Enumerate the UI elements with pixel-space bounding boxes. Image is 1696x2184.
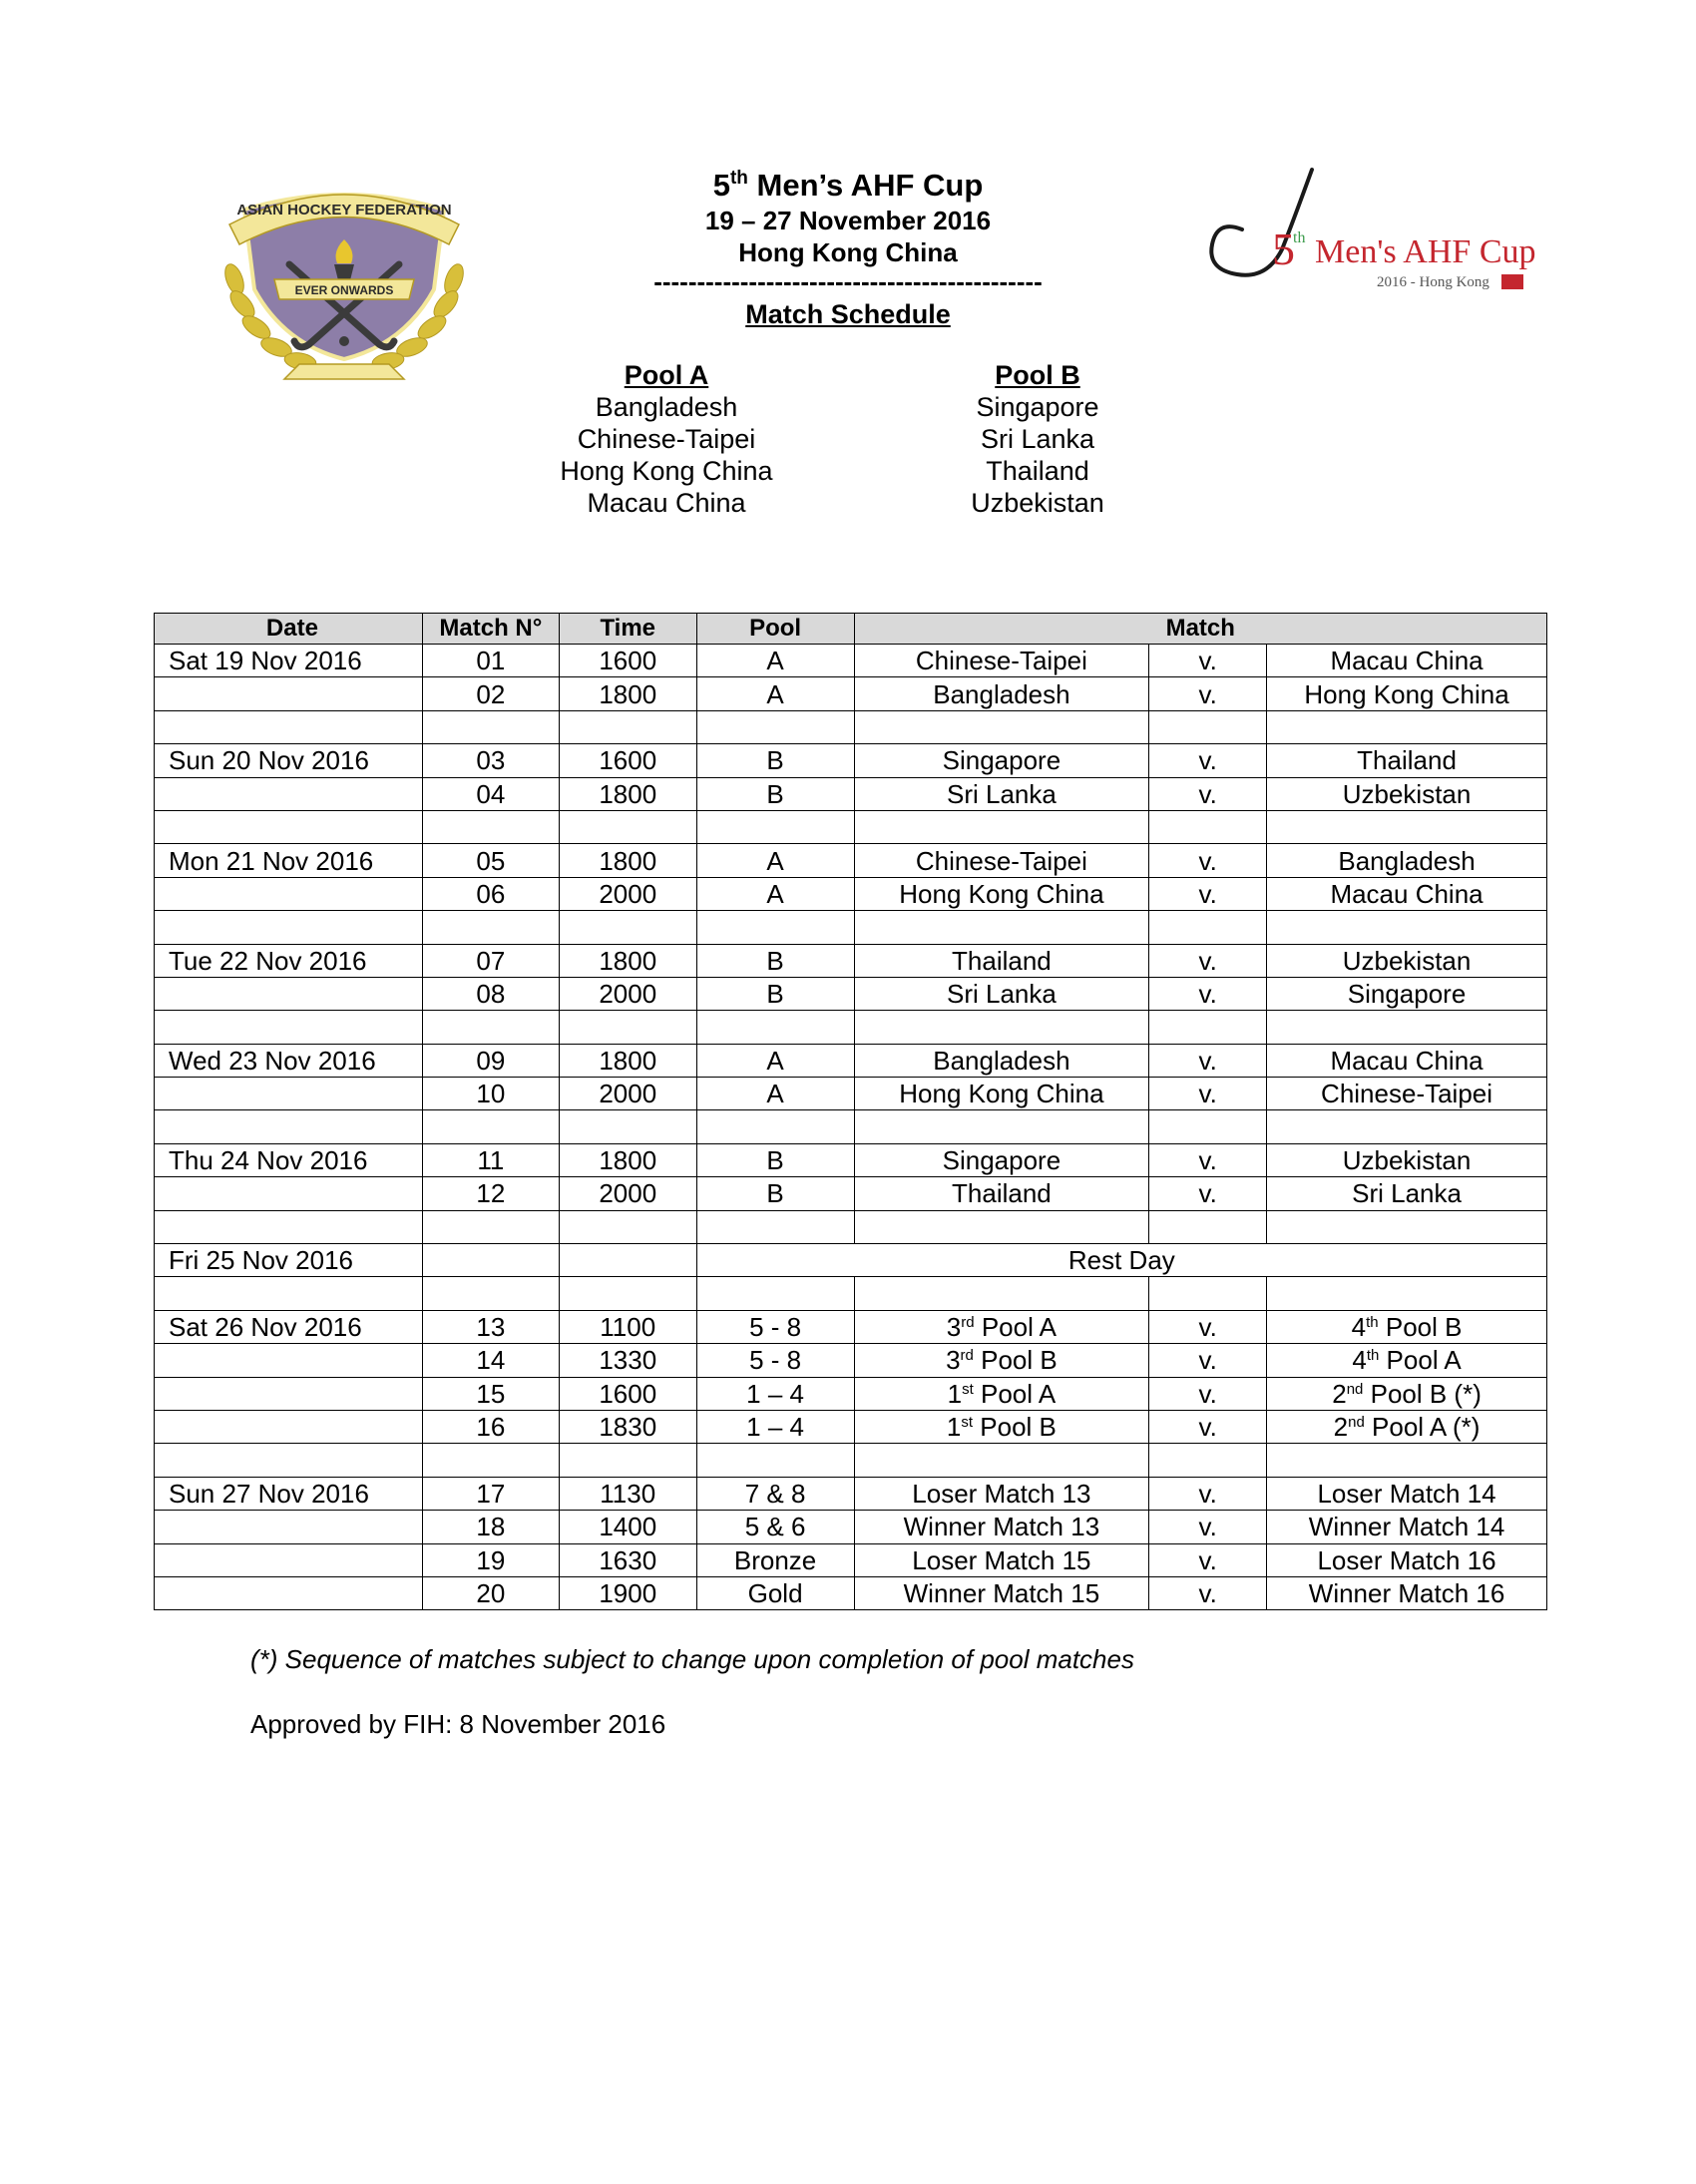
versus-cell: v.: [1149, 844, 1267, 877]
away-team-cell: Loser Match 16: [1267, 1543, 1547, 1576]
match-no-cell: 16: [422, 1410, 559, 1443]
match-no-cell: 20: [422, 1576, 559, 1609]
empty-cell: [559, 911, 696, 944]
header-match-no: Match N°: [422, 614, 559, 645]
pool-cell: A: [696, 645, 854, 677]
home-team-cell: Loser Match 15: [854, 1543, 1149, 1576]
pool-cell: 5 - 8: [696, 1310, 854, 1343]
match-no-cell: 08: [422, 977, 559, 1010]
placing-text: Pool A: [973, 1378, 1057, 1409]
ordinal-suffix: nd: [1348, 1414, 1365, 1432]
table-row: [155, 944, 1547, 977]
placing-number: 3: [946, 1312, 962, 1342]
away-team-cell: Thailand: [1267, 744, 1547, 777]
empty-cell: [854, 911, 1149, 944]
pool-cell: B: [696, 744, 854, 777]
pool-cell: A: [696, 677, 854, 710]
table-row: [155, 1310, 1547, 1343]
pool-b-team: Thailand: [986, 456, 1089, 486]
versus-cell: v.: [1149, 744, 1267, 777]
ordinal-suffix: th: [1366, 1314, 1379, 1331]
pool-cell: Bronze: [696, 1543, 854, 1576]
match-no-cell: 09: [422, 1044, 559, 1077]
versus-cell: v.: [1149, 645, 1267, 677]
home-team-cell: [854, 1344, 1149, 1377]
empty-cell: [1267, 1277, 1547, 1310]
versus-cell: v.: [1149, 1576, 1267, 1609]
table-row: [155, 1078, 1547, 1110]
time-cell: 1800: [559, 777, 696, 810]
table-row: [155, 677, 1547, 710]
versus-cell: v.: [1149, 677, 1267, 710]
time-cell: 1600: [559, 645, 696, 677]
home-team-cell: Chinese-Taipei: [854, 844, 1149, 877]
table-row: [155, 1044, 1547, 1077]
spacer-row: [155, 911, 1547, 944]
time-cell: 1630: [559, 1543, 696, 1576]
versus-cell: v.: [1149, 1177, 1267, 1210]
pool-a-team: Chinese-Taipei: [577, 424, 756, 454]
empty-cell: [854, 810, 1149, 843]
empty-cell: [559, 1444, 696, 1477]
empty-cell: [1267, 710, 1547, 743]
empty-cell: [1149, 1444, 1267, 1477]
empty-cell: [559, 810, 696, 843]
empty-cell: [1149, 911, 1267, 944]
mens-ahf-cup-logo: [1197, 165, 1536, 304]
time-cell: 2000: [559, 877, 696, 910]
empty-cell: [1267, 1011, 1547, 1044]
empty-cell: [155, 1110, 423, 1143]
match-no-cell: 17: [422, 1477, 559, 1510]
header-pool: Pool: [696, 614, 854, 645]
empty-cell: [696, 1210, 854, 1243]
match-no-cell: 02: [422, 677, 559, 710]
pool-cell: A: [696, 1078, 854, 1110]
versus-cell: v.: [1149, 1078, 1267, 1110]
match-schedule-table: [154, 613, 1547, 1610]
date-cell: [155, 877, 423, 910]
pool-a-team: Bangladesh: [595, 392, 738, 422]
empty-cell: [559, 1110, 696, 1143]
time-cell: 1800: [559, 944, 696, 977]
pool-cell: 5 - 8: [696, 1344, 854, 1377]
empty-cell: [854, 1011, 1149, 1044]
away-team-cell: Singapore: [1267, 977, 1547, 1010]
away-team-cell: Bangladesh: [1267, 844, 1547, 877]
pool-b-team: Singapore: [976, 392, 1099, 422]
placing-number: 3: [946, 1345, 961, 1376]
match-no-cell: 01: [422, 645, 559, 677]
home-team-cell: Bangladesh: [854, 1044, 1149, 1077]
pool-b-team: Sri Lanka: [980, 424, 1095, 454]
empty-cell: [1149, 1210, 1267, 1243]
pool-cell: A: [696, 877, 854, 910]
empty-cell: [155, 911, 423, 944]
match-no-cell: 10: [422, 1078, 559, 1110]
pool-cell: B: [696, 977, 854, 1010]
time-cell: 1100: [559, 1310, 696, 1343]
empty-cell: [422, 1277, 559, 1310]
placing-number: 2: [1332, 1378, 1347, 1409]
table-row: [155, 1511, 1547, 1543]
empty-cell: [155, 1444, 423, 1477]
page-title: 5th Men’s AHF Cup: [712, 168, 984, 203]
event-location: Hong Kong China: [738, 237, 958, 267]
empty-cell: [559, 710, 696, 743]
empty-cell: [1267, 911, 1547, 944]
home-team-cell: Singapore: [854, 1143, 1149, 1176]
cup-logo-number: 5: [1272, 223, 1295, 274]
empty-cell: [559, 1277, 696, 1310]
date-cell: [155, 1078, 423, 1110]
empty-cell: [854, 1277, 1149, 1310]
home-team-cell: [854, 1310, 1149, 1343]
empty-cell: [854, 1210, 1149, 1243]
date-cell: [155, 677, 423, 710]
match-no-cell: 03: [422, 744, 559, 777]
date-cell: [155, 1377, 423, 1410]
empty-cell: [696, 810, 854, 843]
approval-note: Approved by FIH: 8 November 2016: [250, 1709, 666, 1739]
empty-cell: [696, 1444, 854, 1477]
time-cell: 1830: [559, 1410, 696, 1443]
home-team-cell: Loser Match 13: [854, 1477, 1149, 1510]
empty-cell: [696, 1110, 854, 1143]
spacer-row: [155, 810, 1547, 843]
empty-cell: [559, 1210, 696, 1243]
placing-text: Pool B (*): [1363, 1378, 1482, 1409]
pool-b-team: Uzbekistan: [971, 488, 1104, 518]
home-team-cell: Hong Kong China: [854, 1078, 1149, 1110]
placing-number: 1: [946, 1412, 962, 1443]
table-row: [155, 1344, 1547, 1377]
away-team-cell: Macau China: [1267, 1044, 1547, 1077]
empty-cell: [422, 1244, 559, 1277]
time-cell: 2000: [559, 1078, 696, 1110]
ordinal-suffix: st: [962, 1380, 974, 1398]
match-no-cell: 19: [422, 1543, 559, 1576]
empty-cell: [1149, 810, 1267, 843]
pool-b: [898, 359, 1177, 519]
versus-cell: v.: [1149, 1044, 1267, 1077]
pool-cell: B: [696, 944, 854, 977]
crest-banner-text: EVER ONWARDS: [294, 283, 394, 297]
table-body: [155, 645, 1547, 1610]
table-row: [155, 1477, 1547, 1510]
away-team-cell: [1267, 1377, 1547, 1410]
away-team-cell: [1267, 1310, 1547, 1343]
home-team-cell: Winner Match 13: [854, 1511, 1149, 1543]
versus-cell: v.: [1149, 1377, 1267, 1410]
versus-cell: v.: [1149, 977, 1267, 1010]
pool-cell: 1 – 4: [696, 1410, 854, 1443]
empty-cell: [854, 710, 1149, 743]
home-team-cell: Winner Match 15: [854, 1576, 1149, 1609]
time-cell: 2000: [559, 1177, 696, 1210]
match-no-cell: 18: [422, 1511, 559, 1543]
ordinal-suffix: rd: [961, 1314, 975, 1331]
time-cell: 1400: [559, 1511, 696, 1543]
pool-cell: B: [696, 777, 854, 810]
empty-cell: [422, 710, 559, 743]
empty-cell: [155, 1011, 423, 1044]
time-cell: 1900: [559, 1576, 696, 1609]
empty-cell: [559, 1244, 696, 1277]
away-team-cell: Macau China: [1267, 877, 1547, 910]
dash-separator: ---------------------------------------------: [653, 266, 1043, 296]
versus-cell: v.: [1149, 1511, 1267, 1543]
match-no-cell: 13: [422, 1310, 559, 1343]
versus-cell: v.: [1149, 944, 1267, 977]
away-team-cell: [1267, 1344, 1547, 1377]
date-cell: [155, 777, 423, 810]
date-cell: Sun 27 Nov 2016: [155, 1477, 423, 1510]
spacer-row: [155, 710, 1547, 743]
spacer-row: [155, 1444, 1547, 1477]
table-row: [155, 844, 1547, 877]
event-dates: 19 – 27 November 2016: [704, 206, 992, 235]
versus-cell: v.: [1149, 1310, 1267, 1343]
date-cell: Sun 20 Nov 2016: [155, 744, 423, 777]
date-cell: Tue 22 Nov 2016: [155, 944, 423, 977]
empty-cell: [854, 1110, 1149, 1143]
placing-number: 2: [1333, 1412, 1349, 1443]
placing-text: Pool A: [974, 1312, 1058, 1342]
away-team-cell: Uzbekistan: [1267, 1143, 1547, 1176]
pool-a-team: Macau China: [587, 488, 746, 518]
empty-cell: [696, 1011, 854, 1044]
placing-number: 4: [1352, 1345, 1367, 1376]
time-cell: 1600: [559, 1377, 696, 1410]
match-no-cell: 07: [422, 944, 559, 977]
home-team-cell: Hong Kong China: [854, 877, 1149, 910]
away-team-cell: Macau China: [1267, 645, 1547, 677]
pool-cell: Gold: [696, 1576, 854, 1609]
table-row: [155, 1177, 1547, 1210]
placing-text: Pool B: [1378, 1312, 1463, 1342]
header-time: Time: [559, 614, 696, 645]
empty-cell: [696, 710, 854, 743]
date-cell: [155, 1511, 423, 1543]
home-team-cell: Singapore: [854, 744, 1149, 777]
cup-logo-sub: 2016 - Hong Kong: [1377, 274, 1489, 290]
time-cell: 1130: [559, 1477, 696, 1510]
home-team-cell: Thailand: [854, 944, 1149, 977]
hockey-stick-swoosh-icon: [1211, 170, 1312, 275]
match-no-cell: 04: [422, 777, 559, 810]
pool-cell: A: [696, 844, 854, 877]
date-cell: [155, 977, 423, 1010]
placing-number: 4: [1351, 1312, 1367, 1342]
empty-cell: [1149, 1011, 1267, 1044]
placing-number: 1: [947, 1378, 963, 1409]
empty-cell: [854, 1444, 1149, 1477]
versus-cell: v.: [1149, 777, 1267, 810]
empty-cell: [155, 1210, 423, 1243]
versus-cell: v.: [1149, 1477, 1267, 1510]
pool-cell: 1 – 4: [696, 1377, 854, 1410]
home-team-cell: Sri Lanka: [854, 977, 1149, 1010]
away-team-cell: Uzbekistan: [1267, 777, 1547, 810]
empty-cell: [1149, 1277, 1267, 1310]
cup-logo-name: Men's AHF Cup: [1315, 233, 1536, 270]
date-cell: Wed 23 Nov 2016: [155, 1044, 423, 1077]
table-row: [155, 777, 1547, 810]
pool-cell: B: [696, 1143, 854, 1176]
empty-cell: [155, 1277, 423, 1310]
table-row: [155, 1143, 1547, 1176]
home-team-cell: Bangladesh: [854, 677, 1149, 710]
placing-text: Pool B: [973, 1412, 1057, 1443]
date-cell: Sat 26 Nov 2016: [155, 1310, 423, 1343]
home-team-cell: [854, 1410, 1149, 1443]
date-cell: Thu 24 Nov 2016: [155, 1143, 423, 1176]
spacer-row: [155, 1011, 1547, 1044]
date-cell: [155, 1344, 423, 1377]
empty-cell: [422, 810, 559, 843]
rest-day-cell: Rest Day: [696, 1244, 1546, 1277]
pool-cell: B: [696, 1177, 854, 1210]
empty-cell: [1149, 710, 1267, 743]
pool-a-team: Hong Kong China: [560, 456, 773, 486]
home-team-cell: Sri Lanka: [854, 777, 1149, 810]
ordinal-suffix: st: [961, 1414, 974, 1432]
pool-cell: A: [696, 1044, 854, 1077]
empty-cell: [1267, 1110, 1547, 1143]
away-team-cell: [1267, 1410, 1547, 1443]
empty-cell: [1267, 1444, 1547, 1477]
footnote: (*) Sequence of matches subject to change upon completion of pool matches: [250, 1644, 1134, 1674]
table-row: [155, 1576, 1547, 1609]
date-cell: Sat 19 Nov 2016: [155, 645, 423, 677]
empty-cell: [1267, 810, 1547, 843]
date-cell: Mon 21 Nov 2016: [155, 844, 423, 877]
away-team-cell: Sri Lanka: [1267, 1177, 1547, 1210]
empty-cell: [422, 1444, 559, 1477]
header-date: Date: [155, 614, 423, 645]
header-match: Match: [854, 614, 1547, 645]
pool-a: [527, 359, 806, 519]
date-cell: [155, 1410, 423, 1443]
empty-cell: [1267, 1210, 1547, 1243]
match-no-cell: 06: [422, 877, 559, 910]
spacer-row: [155, 1210, 1547, 1243]
ordinal-suffix: rd: [960, 1347, 974, 1365]
match-no-cell: 11: [422, 1143, 559, 1176]
empty-cell: [422, 1011, 559, 1044]
spacer-row: [155, 1110, 1547, 1143]
time-cell: 2000: [559, 977, 696, 1010]
empty-cell: [422, 911, 559, 944]
time-cell: 1800: [559, 844, 696, 877]
spacer-row: [155, 1277, 1547, 1310]
time-cell: 1800: [559, 1044, 696, 1077]
empty-cell: [155, 810, 423, 843]
match-no-cell: 05: [422, 844, 559, 877]
away-team-cell: Chinese-Taipei: [1267, 1078, 1547, 1110]
table-row: [155, 744, 1547, 777]
placing-text: Pool A: [1379, 1345, 1462, 1376]
table-header-row: [155, 614, 1547, 645]
away-team-cell: Winner Match 14: [1267, 1511, 1547, 1543]
ordinal-suffix: nd: [1346, 1380, 1364, 1398]
table-row: [155, 645, 1547, 677]
table-row: [155, 1543, 1547, 1576]
crest-top-text: ASIAN HOCKEY FEDERATION: [236, 202, 452, 218]
pool-a-heading: Pool A: [624, 360, 709, 390]
ordinal-suffix: th: [1366, 1347, 1380, 1365]
versus-cell: v.: [1149, 877, 1267, 910]
away-team-cell: Hong Kong China: [1267, 677, 1547, 710]
match-no-cell: 12: [422, 1177, 559, 1210]
hk-flag-icon: [1501, 274, 1523, 289]
away-team-cell: Winner Match 16: [1267, 1576, 1547, 1609]
date-cell: [155, 1576, 423, 1609]
placing-text: Pool B: [973, 1345, 1058, 1376]
versus-cell: v.: [1149, 1344, 1267, 1377]
schedule-heading: Match Schedule: [745, 299, 951, 329]
home-team-cell: Chinese-Taipei: [854, 645, 1149, 677]
time-cell: 1800: [559, 677, 696, 710]
away-team-cell: Loser Match 14: [1267, 1477, 1547, 1510]
empty-cell: [696, 1277, 854, 1310]
home-team-cell: Thailand: [854, 1177, 1149, 1210]
date-cell: Fri 25 Nov 2016: [155, 1244, 423, 1277]
empty-cell: [696, 911, 854, 944]
table-row: [155, 977, 1547, 1010]
date-cell: [155, 1543, 423, 1576]
away-team-cell: Uzbekistan: [1267, 944, 1547, 977]
table-row: [155, 1410, 1547, 1443]
cup-logo-sup: th: [1293, 229, 1306, 246]
pool-cell: 5 & 6: [696, 1511, 854, 1543]
versus-cell: v.: [1149, 1410, 1267, 1443]
time-cell: 1800: [559, 1143, 696, 1176]
versus-cell: v.: [1149, 1143, 1267, 1176]
date-cell: [155, 1177, 423, 1210]
time-cell: 1330: [559, 1344, 696, 1377]
empty-cell: [422, 1110, 559, 1143]
match-no-cell: 14: [422, 1344, 559, 1377]
match-no-cell: 15: [422, 1377, 559, 1410]
placing-text: Pool A (*): [1364, 1412, 1481, 1443]
empty-cell: [422, 1210, 559, 1243]
time-cell: 1600: [559, 744, 696, 777]
table-row: [155, 877, 1547, 910]
pool-cell: 7 & 8: [696, 1477, 854, 1510]
empty-cell: [1149, 1110, 1267, 1143]
home-team-cell: [854, 1377, 1149, 1410]
empty-cell: [155, 710, 423, 743]
table-row: [155, 1244, 1547, 1277]
versus-cell: v.: [1149, 1543, 1267, 1576]
pool-b-heading: Pool B: [995, 360, 1080, 390]
table-row: [155, 1377, 1547, 1410]
empty-cell: [559, 1011, 696, 1044]
